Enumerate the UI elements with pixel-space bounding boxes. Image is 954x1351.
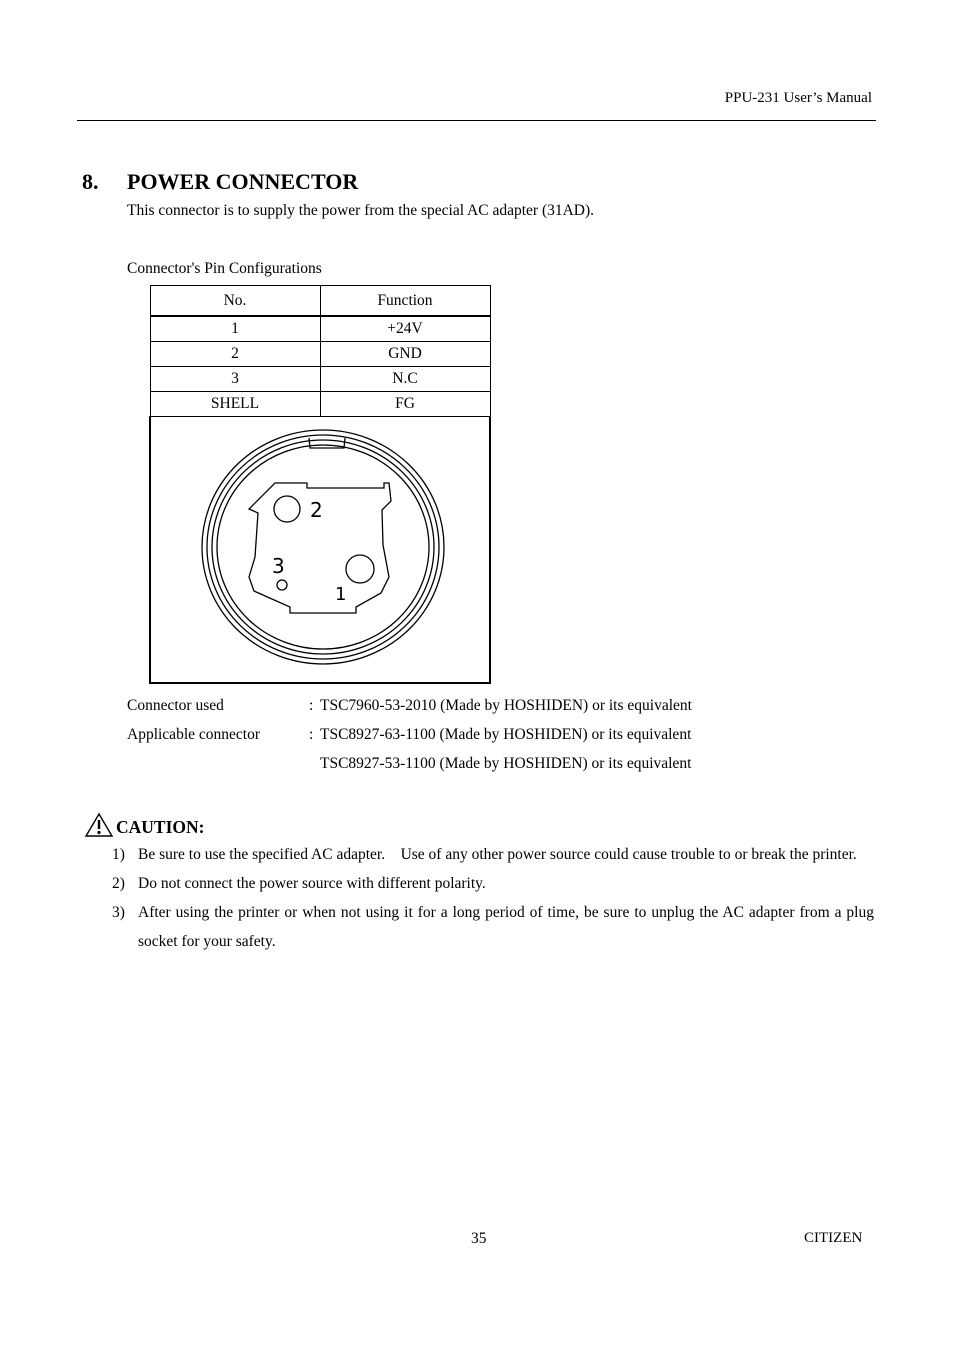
list-item xyxy=(112,840,874,869)
connector-pinout-diagram xyxy=(151,417,491,682)
list-item xyxy=(112,869,874,898)
pin-function-cell: +24V xyxy=(320,316,490,342)
pin-no-cell: 3 xyxy=(150,367,320,392)
pin-no-cell: SHELL xyxy=(150,392,320,417)
table-header-row xyxy=(150,286,490,317)
section-intro: This connector is to supply the power from the special AC adapter (31AD). xyxy=(127,202,595,219)
header-function: Function xyxy=(320,286,490,317)
section-title: POWER CONNECTOR xyxy=(127,169,359,194)
caution-item-text: Be sure to use the specified AC adapter. Use of any other power source could cause trouble to or break the printer. xyxy=(138,846,857,863)
pin-no-cell: 2 xyxy=(150,342,320,367)
pin-configuration-table xyxy=(149,285,491,684)
footer-brand: CITIZEN xyxy=(804,1230,863,1246)
header-divider xyxy=(77,120,876,121)
pin-1 xyxy=(346,555,374,583)
caution-item-text: After using the printer or when not using it for a long period of time, be sure to unplug the AC adapter from a plug socket for your safety. xyxy=(138,904,874,950)
pin-1-label: 1 xyxy=(335,584,347,605)
table-row xyxy=(150,367,490,392)
caution-title: CAUTION: xyxy=(116,817,205,837)
caution-item-number: 3) xyxy=(112,904,125,921)
pin-2-label: 2 xyxy=(310,498,323,522)
spec-colon: : xyxy=(309,726,314,743)
pin-function-cell: N.C xyxy=(320,367,490,392)
spec-label-applicable-connector: Applicable connector xyxy=(127,726,260,743)
connector-diagram-cell xyxy=(150,417,490,684)
pin-function-cell: GND xyxy=(320,342,490,367)
caution-item-number: 1) xyxy=(112,846,125,863)
spec-value: TSC7960-53-2010 (Made by HOSHIDEN) or its equivalent xyxy=(320,697,692,714)
section-number: 8. xyxy=(82,169,99,194)
pin-no-cell: 1 xyxy=(150,316,320,342)
table-row xyxy=(150,342,490,367)
pin-function-cell: FG xyxy=(320,392,490,417)
warning-triangle-icon xyxy=(84,812,114,843)
caution-list xyxy=(112,840,874,956)
pin-2 xyxy=(274,496,300,522)
list-item xyxy=(112,898,874,956)
header-no: No. xyxy=(150,286,320,317)
shell-outer-ring xyxy=(202,430,444,664)
spec-value: TSC8927-53-1100 (Made by HOSHIDEN) or its equivalent xyxy=(320,755,692,772)
caution-item-number: 2) xyxy=(112,875,125,892)
spec-colon: : xyxy=(309,697,314,714)
spec-value: TSC8927-63-1100 (Made by HOSHIDEN) or its equivalent xyxy=(320,726,692,743)
pin-3 xyxy=(277,580,287,590)
shell-ring-2 xyxy=(207,435,439,659)
caution-item-text: Do not connect the power source with different polarity. xyxy=(138,875,486,892)
running-header: PPU-231 User’s Manual xyxy=(724,90,872,106)
pin-3-label: 3 xyxy=(272,554,285,578)
shell-ring-3 xyxy=(212,440,434,654)
caution-heading xyxy=(84,812,204,843)
diagram-row xyxy=(150,417,490,684)
spec-label-connector-used: Connector used xyxy=(127,697,224,714)
table-caption: Connector's Pin Configurations xyxy=(127,260,322,277)
table-row xyxy=(150,316,490,342)
table-row xyxy=(150,392,490,417)
shell-inner-ring xyxy=(217,445,429,649)
page-number: 35 xyxy=(471,1230,487,1247)
